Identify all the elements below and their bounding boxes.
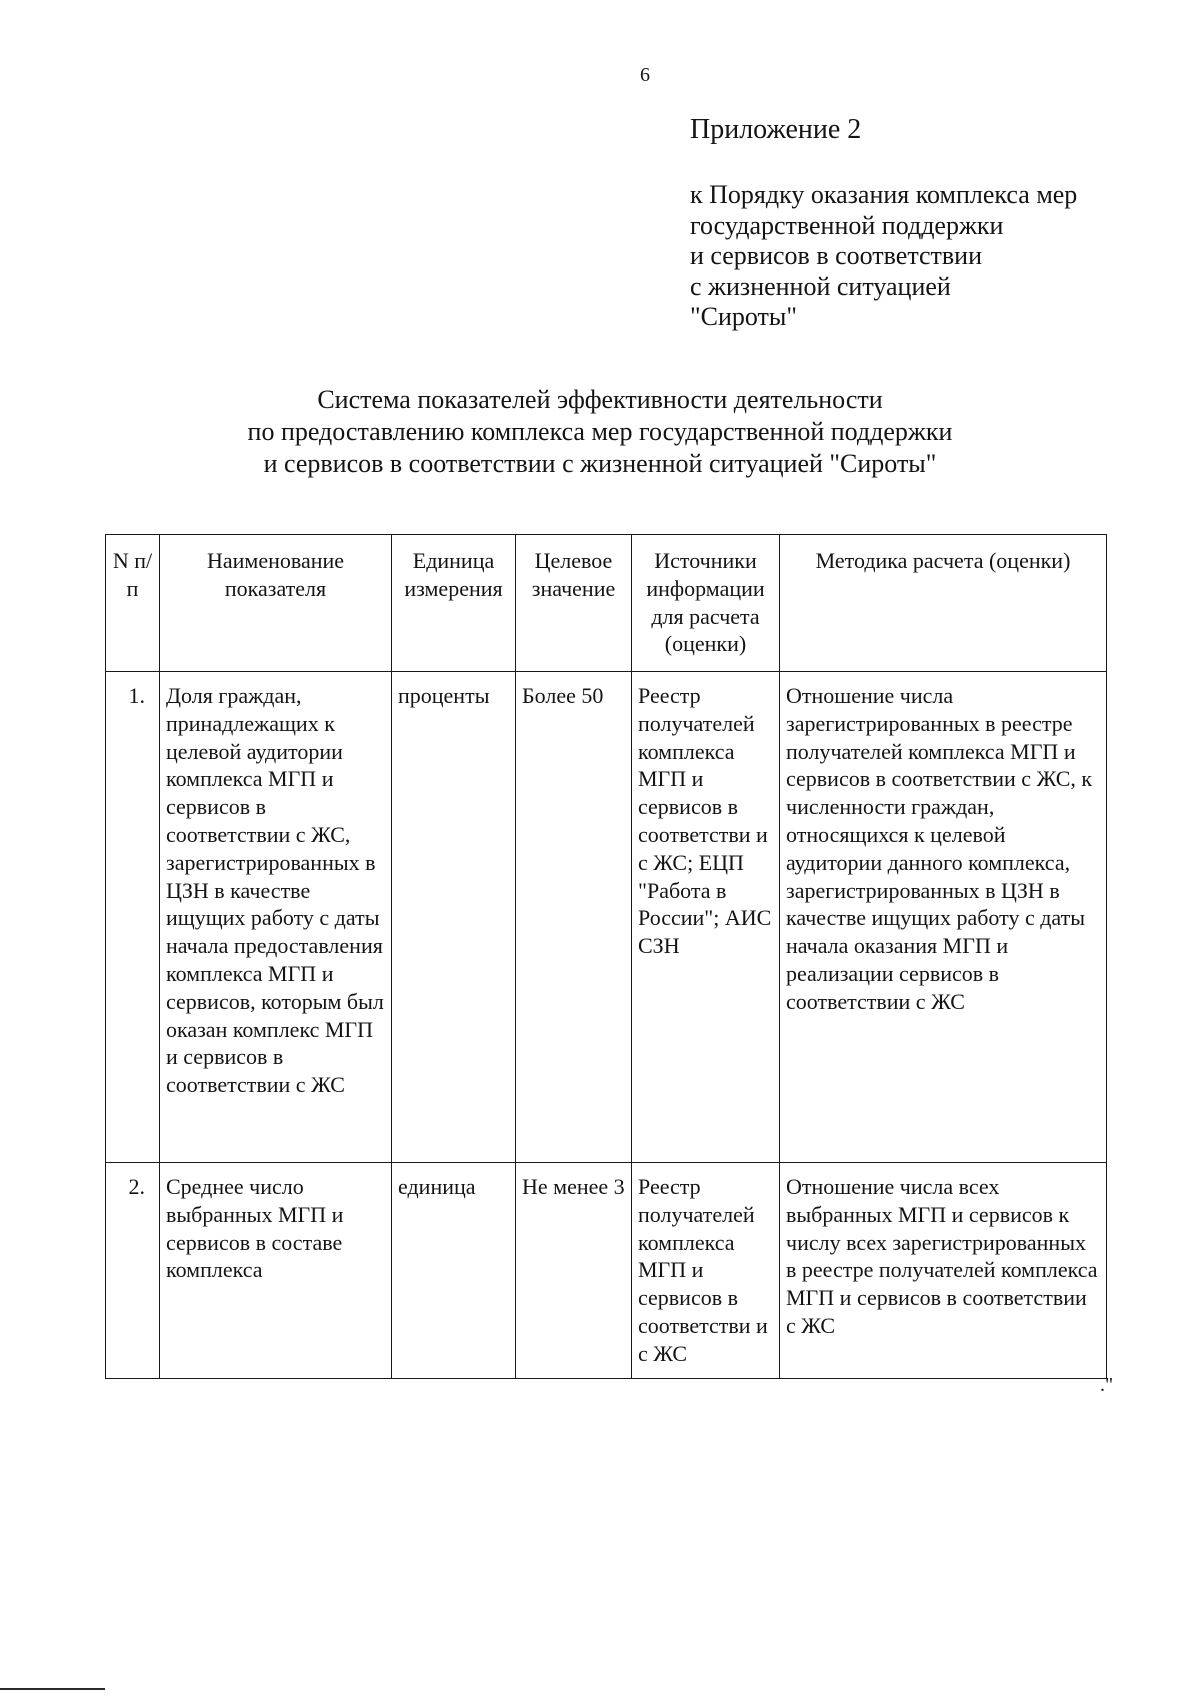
cell-name: Среднее число выбранных МГП и сервисов в составе комплекса bbox=[160, 1163, 392, 1379]
cell-method: Отношение числа всех выбранных МГП и сервисов к числу всех зарегистрированных в реестре получателей комплекса МГП и сервисов в соответствии с ЖС bbox=[780, 1163, 1107, 1379]
page-number: 6 bbox=[640, 64, 650, 86]
cell-num: 2. bbox=[106, 1163, 160, 1379]
cell-unit: проценты bbox=[392, 672, 516, 1163]
header-sources: Источники информации для расчета (оценки) bbox=[632, 535, 780, 672]
header-num: N п/п bbox=[106, 535, 160, 672]
header-target: Целевое значение bbox=[516, 535, 632, 672]
header-unit: Единица измерения bbox=[392, 535, 516, 672]
cell-sources: Реестр получателей комплекса МГП и сервисов в соответстви и с ЖС; ЕЦП "Работа в России"; АИС СЗН bbox=[632, 672, 780, 1163]
table-row bbox=[106, 1163, 1107, 1379]
table-row bbox=[106, 672, 1107, 1163]
kpi-table bbox=[105, 534, 1107, 1379]
cell-target: Более 50 bbox=[516, 672, 632, 1163]
header-method: Методика расчета (оценки) bbox=[780, 535, 1107, 672]
appendix-subtitle: к Порядку оказания комплекса мер государственной поддержки и сервисов в соответствии с жизненной ситуацией "Сироты" bbox=[690, 180, 1078, 331]
appendix-title: Приложение 2 bbox=[690, 114, 862, 145]
footer-rule bbox=[0, 1688, 105, 1690]
closing-quote-mark: ." bbox=[1100, 1374, 1114, 1396]
cell-unit: единица bbox=[392, 1163, 516, 1379]
cell-num: 1. bbox=[106, 672, 160, 1163]
table-header-row bbox=[106, 535, 1107, 672]
cell-name: Доля граждан, принадлежащих к целевой аудитории комплекса МГП и сервисов в соответствии с ЖС, зарегистрированных в ЦЗН в качестве ищущих работу с даты начала предоставления комплекса МГП и сервисов, которым был оказан комплекс МГП и сервисов в соответствии с ЖС bbox=[160, 672, 392, 1163]
cell-target: Не менее 3 bbox=[516, 1163, 632, 1379]
cell-method: Отношение числа зарегистрированных в реестре получателей комплекса МГП и сервисов в соответствии с ЖС, к численности граждан, относящихся к целевой аудитории данного комплекса, зарегистрированных в ЦЗН в качестве ищущих работу с даты начала оказания МГП и реализации сервисов в соответствии с ЖС bbox=[780, 672, 1107, 1163]
header-name: Наименование показателя bbox=[160, 535, 392, 672]
cell-sources: Реестр получателей комплекса МГП и сервисов в соответстви и с ЖС bbox=[632, 1163, 780, 1379]
document-heading: Система показателей эффективности деятельности по предоставлению комплекса мер государственной поддержки и сервисов в соответствии с жизненной ситуацией "Сироты" bbox=[247, 385, 953, 478]
